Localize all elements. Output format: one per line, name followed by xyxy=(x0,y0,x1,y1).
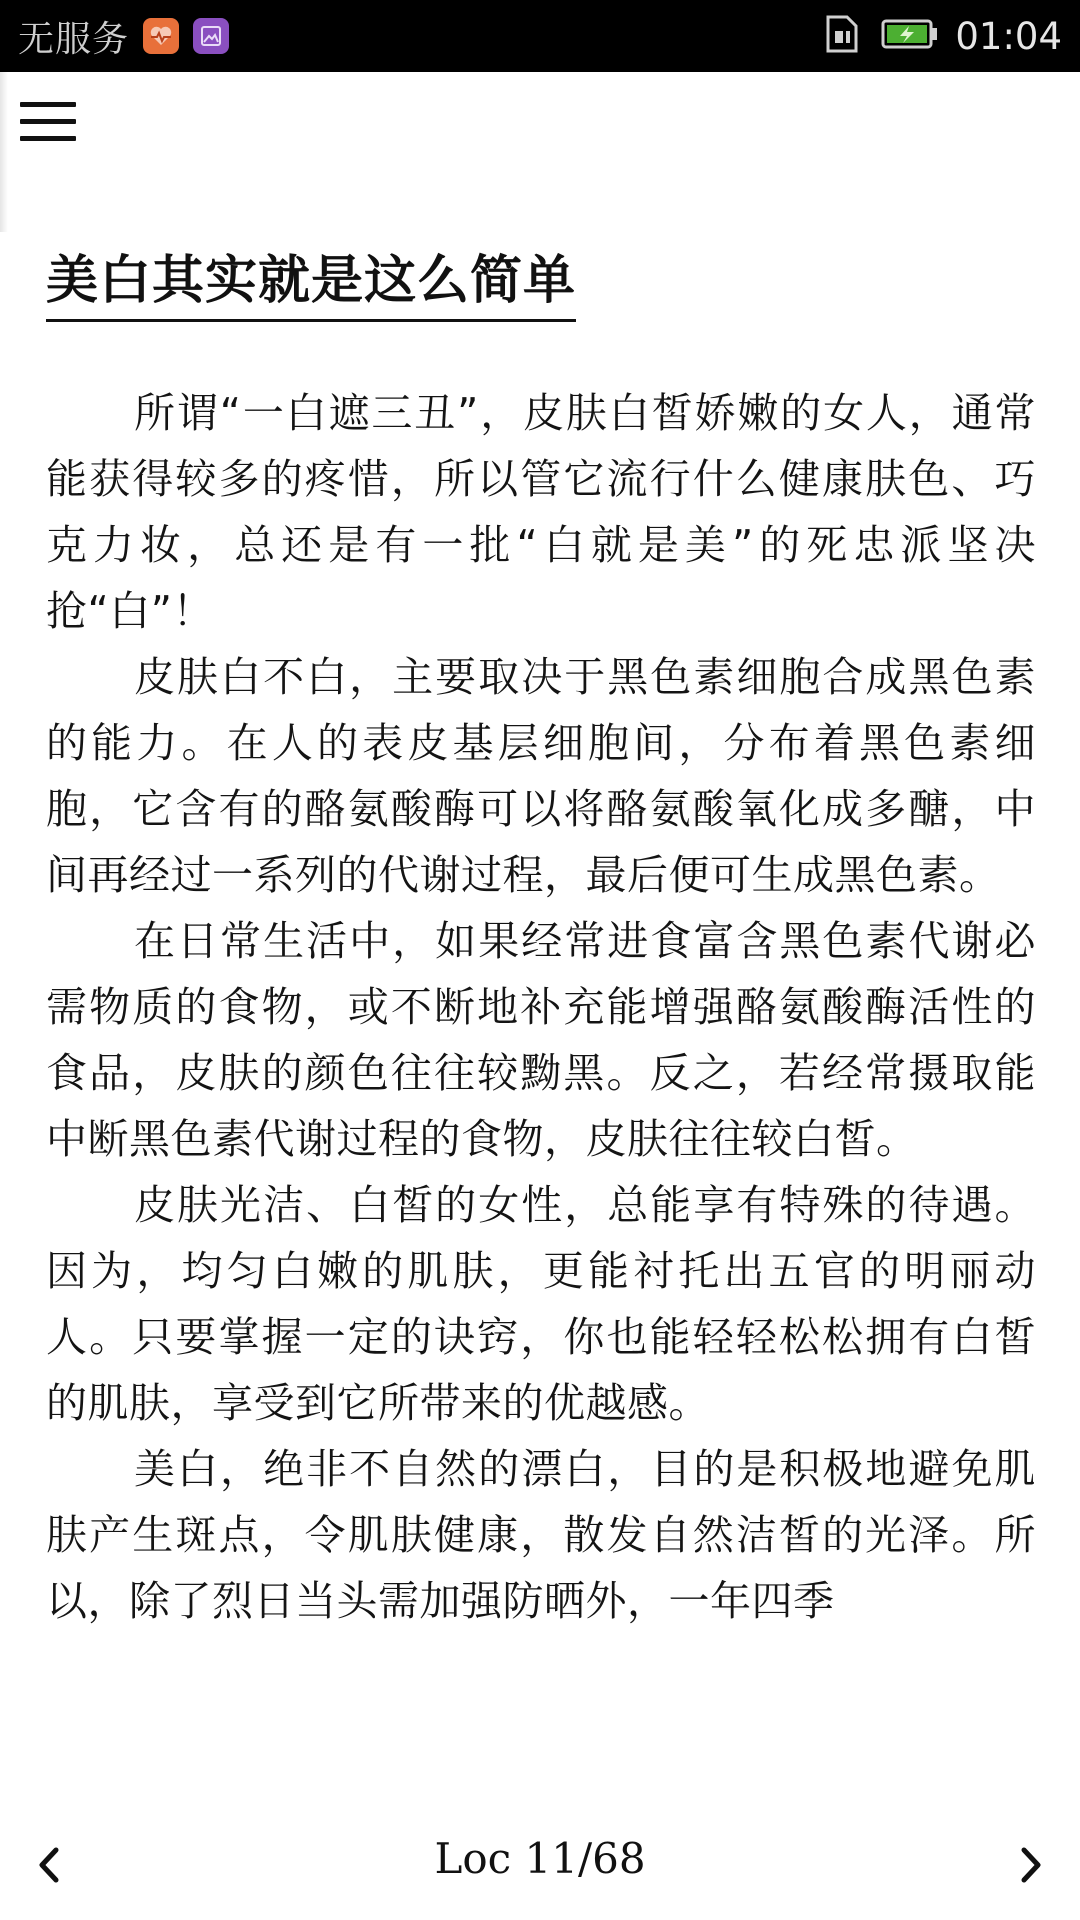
paragraph: 皮肤白不白，主要取决于黑色素细胞合成黑色素的能力。在人的表皮基层细胞间，分布着黑色素细胞，它含有的酪氨酸酶可以将酪氨酸氧化成多醣，中间再经过一系列的代谢过程，最后便可生成黑色素。 xyxy=(46,653,1036,899)
hamburger-menu-icon[interactable] xyxy=(20,100,76,144)
paragraph: 皮肤光洁、白皙的女性，总能享有特殊的待遇。因为，均匀白嫩的肌肤，更能衬托出五官的明丽动人。只要掌握一定的诀窍，你也能轻轻松松拥有白皙的肌肤，享受到它所带来的优越感。 xyxy=(46,1181,1036,1427)
location-indicator: Loc 11/68 xyxy=(434,1834,646,1883)
battery-charging-icon xyxy=(881,18,939,54)
paragraph: 美白，绝非不自然的漂白，目的是积极地避免肌肤产生斑点，令肌肤健康，散发自然洁皙的光泽。所以，除了烈日当头需加强防晒外，一年四季 xyxy=(46,1445,1036,1625)
clock: 01:04 xyxy=(955,14,1062,58)
chevron-right-icon[interactable] xyxy=(1004,1840,1054,1890)
page-navigation xyxy=(0,1830,1080,1900)
status-right xyxy=(825,0,1062,72)
article-body xyxy=(46,380,1036,1680)
article-title: 美白其实就是这么简单 xyxy=(46,245,576,322)
status-bar xyxy=(0,0,1080,72)
health-app-icon xyxy=(143,18,179,54)
paragraph: 在日常生活中，如果经常进食富含黑色素代谢必需物质的食物，或不断地补充能增强酪氨酸酶活性的食品，皮肤的颜色往往较黝黑。反之，若经常摄取能中断黑色素代谢过程的食物，皮肤往往较白皙。 xyxy=(46,917,1036,1163)
gallery-app-icon xyxy=(193,18,229,54)
status-left xyxy=(18,0,229,72)
article xyxy=(46,245,1036,1680)
sim-card-icon xyxy=(825,15,859,57)
paragraph: 所谓“一白遮三丑”，皮肤白皙娇嫩的女人，通常能获得较多的疼惜，所以管它流行什么健康肤色、巧克力妆，总还是有一批“白就是美”的死忠派坚决抢“白”！ xyxy=(46,389,1036,635)
carrier-label: 无服务 xyxy=(18,18,130,60)
drawer-edge-shadow xyxy=(0,72,8,232)
